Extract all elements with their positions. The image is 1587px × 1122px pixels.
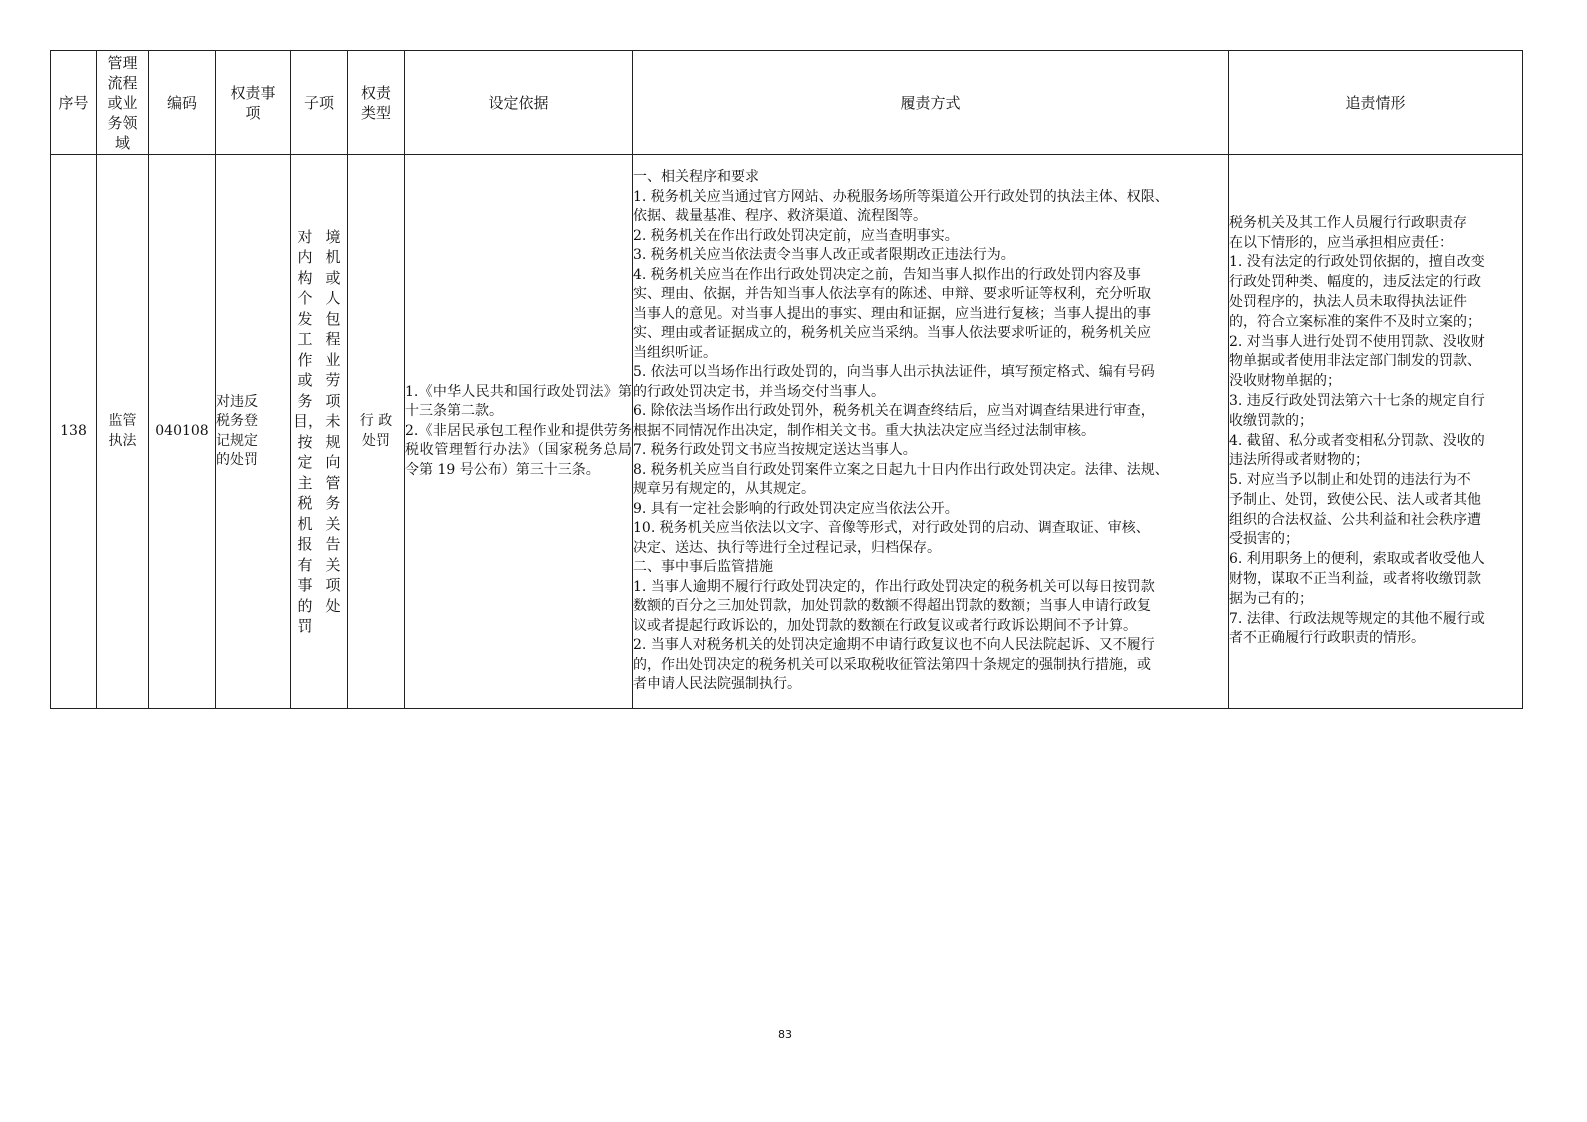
text-line: 没收财物单据的；: [1229, 373, 1341, 390]
text-line: 4. 截留、私分或者变相私分罚款、没收的: [1229, 432, 1485, 449]
subitem-column-right: [321, 227, 345, 637]
vertical-char: 税: [297, 494, 313, 512]
vertical-char: 定: [297, 453, 313, 471]
header-type: [348, 51, 405, 155]
vertical-char: 发: [297, 309, 313, 328]
text-line: 8. 税务机关应当自行政处罚案件立案之日起九十日内作出行政处罚决定。法律、法规、: [633, 461, 1169, 478]
text-line: 一、相关程序和要求: [633, 169, 759, 186]
vertical-char: 的: [297, 596, 313, 615]
vertical-char: 关: [325, 555, 341, 574]
vertical-char: 主: [297, 473, 313, 492]
text-line: 1. 没有法定的行政处罚依据的，擅自改变: [1229, 254, 1485, 271]
text-line: 组织的合法权益、公共利益和社会秩序遭: [1229, 511, 1481, 528]
text-line: 二、事中事后监管措施: [633, 559, 773, 576]
cell-domain: [97, 155, 149, 709]
text-line: 处罚: [362, 432, 390, 449]
vertical-char: 工: [297, 330, 313, 348]
text-line: 的行政处罚决定书，并当场交付当事人。: [633, 383, 885, 400]
text-line: 7. 法律、行政法规等规定的其他不履行或: [1229, 610, 1485, 627]
header-row: [51, 51, 1523, 155]
header-basis: [405, 51, 633, 155]
text-line: 3. 税务机关应当依法责令当事人改正或者限期改正违法行为。: [633, 247, 1015, 264]
text-line: 规章另有规定的，从其规定。: [633, 481, 815, 498]
cell-code: 040108: [149, 155, 216, 709]
text-line: 3. 违反行政处罚法第六十七条的规定自行: [1229, 392, 1485, 409]
text-line: 设定依据: [488, 93, 549, 112]
text-line: 者不正确履行行政职责的情形。: [1229, 630, 1425, 647]
vertical-char: 规: [325, 432, 341, 451]
cell-subitem: [291, 155, 348, 709]
text-line: 对违反: [216, 393, 258, 410]
accountability-lines: [1229, 214, 1522, 650]
authority-responsibility-table: [50, 50, 1523, 709]
text-line: 履责方式: [900, 93, 961, 112]
cell-item: [216, 155, 291, 709]
vertical-char: 包: [325, 309, 341, 328]
text-line: 或业: [107, 93, 138, 112]
text-line: 处罚程序的，执法人员未取得执法证件: [1229, 293, 1467, 310]
text-line: 2. 对当事人进行处罚不使用罚款、没收财: [1229, 333, 1485, 350]
text-line: 域: [114, 133, 130, 152]
text-line: 议或者提起行政诉讼的，加处罚款的数额在行政复议或者行政诉讼期间不予计算。: [633, 617, 1137, 634]
text-line: 5. 对应当予以制止和处罚的违法行为不: [1229, 472, 1471, 489]
text-line: 4. 税务机关应当在作出行政处罚决定之前，告知当事人拟作出的行政处罚内容及事: [633, 266, 1141, 283]
cell-seq: 138: [51, 155, 97, 709]
text-line: 2. 税务机关在作出行政处罚决定前，应当查明事实。: [633, 227, 959, 244]
vertical-char: 事: [297, 576, 313, 594]
vertical-char: 罚: [297, 617, 313, 635]
vertical-char: 项: [325, 391, 341, 410]
text-line: 数额的百分之三加处罚款，加处罚款的数额不得超出罚款的数额；当事人申请行政复: [633, 598, 1151, 615]
text-line: 的，作出处罚决定的税务机关可以采取税收征管法第四十条规定的强制执行措施，或: [633, 656, 1151, 673]
text-line: 7. 税务行政处罚文书应当按规定送达当事人。: [633, 442, 917, 459]
text-line: 6. 利用职务上的便利，索取或者收受他人: [1229, 551, 1485, 568]
basis-text: 1.《中华人民共和国行政处罚法》第十三条第二款。 2.《非居民承包工程作业和提供劳务税收管理暂行办法》（国家税务总局令第 19 号公布）第三十三条。: [405, 383, 632, 478]
text-line: 实、理由或者证据成立的，税务机关应当采纳。当事人依法要求听证的，税务机关应: [633, 325, 1151, 342]
vertical-char: 内: [297, 248, 313, 266]
text-line: 管理: [107, 53, 138, 72]
text-line: 在以下情形的，应当承担相应责任：: [1229, 234, 1453, 251]
text-line: 当组织听证。: [633, 344, 717, 361]
vertical-char: 作: [297, 350, 313, 369]
table-row: [51, 155, 1523, 709]
vertical-char: 项: [325, 576, 341, 594]
text-line: 据为己有的；: [1229, 590, 1313, 607]
text-line: 流程: [107, 73, 138, 92]
vertical-char: 按: [297, 432, 313, 451]
vertical-char: 报: [297, 535, 313, 553]
subitem-column-left: [293, 227, 324, 637]
vertical-char: 个: [297, 289, 313, 307]
text-line: 税务机关及其工作人员履行行政职责存: [1229, 214, 1467, 231]
text-line: 行政处罚种类、幅度的，违反法定的行政: [1229, 274, 1481, 291]
header-code: [149, 51, 216, 155]
vertical-char: 务: [325, 494, 341, 512]
text-line: 编码: [166, 93, 197, 112]
text-line: 序号: [58, 93, 89, 112]
text-line: 记规定: [216, 432, 258, 449]
text-line: 予制止、处罚，致使公民、法人或者其他: [1229, 491, 1481, 508]
text-line: 根据不同情况作出决定，制作相关文书。重大执法决定应当经过法制审核。: [633, 422, 1095, 439]
header-subitem: [291, 51, 348, 155]
vertical-char: 机: [325, 248, 341, 266]
text-line: 行 政: [359, 413, 393, 429]
text-line: 10. 税务机关应当依法以文字、音像等形式，对行政处罚的启动、调查取证、审核、: [633, 520, 1150, 537]
text-line: 物单据或者使用非法定部门制发的罚款、: [1229, 353, 1481, 370]
cell-method: [633, 155, 1229, 709]
text-line: 实、理由、依据，并告知当事人依法享有的陈述、申辩、要求听证等权利，充分听取: [633, 286, 1151, 303]
vertical-char: 或: [297, 371, 313, 389]
vertical-char: 程: [325, 330, 341, 348]
text-line: 收缴罚款的；: [1229, 412, 1313, 429]
text-line: 6. 除依法当场作出行政处罚外，税务机关在调查终结后，应当对调查结果进行审查，: [633, 403, 1155, 420]
text-line: 的处罚: [216, 452, 258, 468]
text-line: 2. 当事人对税务机关的处罚决定逾期不申请行政复议也不向人民法院起诉、又不履行: [633, 637, 1155, 654]
header-seq: [51, 51, 97, 155]
vertical-char: 告: [325, 535, 341, 553]
vertical-char: 对: [297, 227, 313, 246]
text-line: 当事人的意见。对当事人提出的事实、理由和证据，应当进行复核；当事人提出的事: [633, 305, 1151, 322]
header-domain: [97, 51, 149, 155]
text-line: 依据、裁量基准、程序、救济渠道、流程图等。: [633, 208, 927, 225]
method-lines: [633, 168, 1228, 695]
subitem-vertical-text: [291, 227, 347, 637]
text-line: 决定、送达、执行等进行全过程记录，归档保存。: [633, 539, 941, 556]
vertical-char: 构: [297, 268, 313, 287]
text-line: 者申请人民法院强制执行。: [633, 676, 801, 693]
vertical-char: 人: [325, 289, 341, 307]
cell-basis: [405, 155, 633, 709]
vertical-char: 关: [325, 514, 341, 533]
text-line: 子项: [303, 93, 334, 112]
text-line: 追责情形: [1345, 93, 1406, 112]
text-line: 受损害的；: [1229, 531, 1299, 548]
header-method: [633, 51, 1229, 155]
text-line: 1. 当事人逾期不履行行政处罚决定的，作出行政处罚决定的税务机关可以每日按罚款: [633, 578, 1155, 595]
vertical-char: 机: [297, 514, 313, 533]
text-line: 执法: [108, 432, 137, 449]
vertical-char: 向: [325, 453, 341, 471]
text-line: 项: [245, 103, 261, 122]
vertical-char: 目，: [293, 412, 324, 430]
text-line: 5. 依法可以当场作出行政处罚的，向当事人出示执法证件，填写预定格式、编有号码: [633, 364, 1155, 381]
vertical-char: 劳: [325, 371, 341, 389]
text-line: 9. 具有一定社会影响的行政处罚决定应当依法公开。: [633, 500, 959, 517]
vertical-char: 境: [325, 227, 341, 246]
vertical-char: 务: [297, 391, 313, 410]
text-line: 监管: [108, 413, 137, 429]
text-line: 财物，谋取不正当利益，或者将收缴罚款: [1229, 571, 1481, 588]
vertical-char: 业: [325, 350, 341, 369]
vertical-char: 未: [325, 412, 341, 430]
text-line: 类型: [360, 103, 391, 122]
header-item: [216, 51, 291, 155]
cell-accountability: [1229, 155, 1523, 709]
text-line: 权责: [360, 83, 391, 102]
vertical-char: 或: [325, 268, 341, 287]
text-line: 务领: [107, 113, 138, 132]
text-line: 权责事: [230, 83, 276, 102]
page-number: 83: [778, 1028, 792, 1041]
text-line: 违法所得或者财物的；: [1229, 452, 1369, 469]
text-line: 的，符合立案标准的案件不及时立案的；: [1229, 313, 1481, 330]
vertical-char: 处: [325, 596, 341, 615]
vertical-char: 有: [297, 555, 313, 574]
text-line: 税务登: [216, 413, 258, 429]
text-line: 1. 税务机关应当通过官方网站、办税服务场所等渠道公开行政处罚的执法主体、权限、: [633, 188, 1169, 205]
header-accountability: [1229, 51, 1523, 155]
vertical-char: 管: [325, 473, 341, 492]
cell-type: [348, 155, 405, 709]
